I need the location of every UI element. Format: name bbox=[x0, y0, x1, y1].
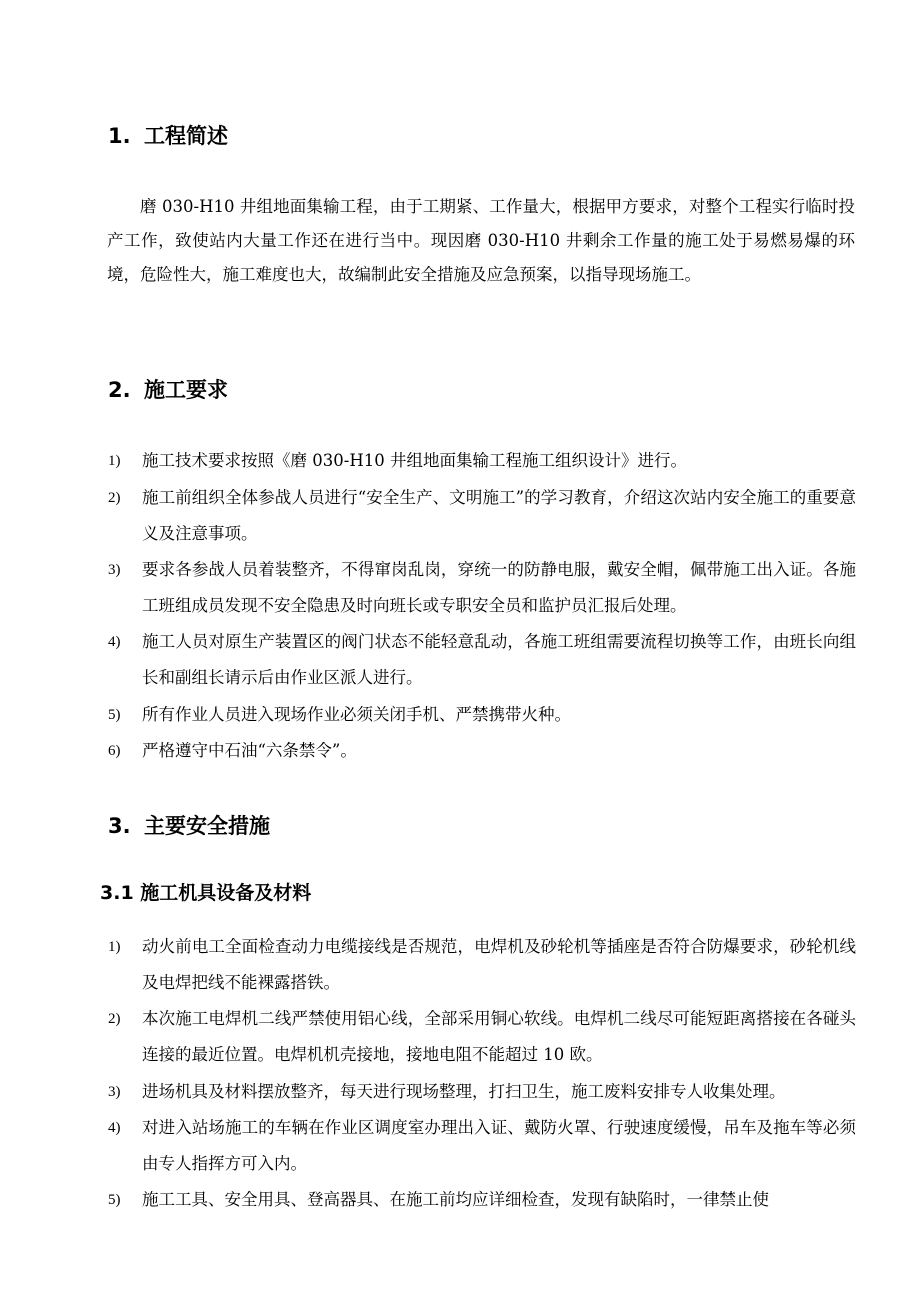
list-text: 动火前电工全面检查动力电缆接线是否规范，电焊机及砂轮机等插座是否符合防爆要求，砂轮机线及电焊把线不能裸露搭铁。 bbox=[142, 937, 856, 992]
list-item bbox=[108, 929, 856, 1001]
list-item bbox=[108, 480, 856, 552]
section-title: 主要安全措施 bbox=[144, 814, 270, 838]
section-title: 工程简述 bbox=[144, 124, 228, 148]
list-text: 要求各参战人员着装整齐，不得窜岗乱岗，穿统一的防静电服，戴安全帽，佩带施工出入证。各施工班组成员发现不安全隐患及时向班长或专职安全员和监护员汇报后处理。 bbox=[142, 560, 856, 615]
list-text: 严格遵守中石油“六条禁令”。 bbox=[142, 741, 357, 760]
section-number: 3. bbox=[108, 814, 131, 838]
list-item bbox=[108, 443, 856, 479]
list-item bbox=[108, 1001, 856, 1073]
list-number: 3) bbox=[108, 1084, 121, 1100]
list-text: 施工前组织全体参战人员进行“安全生产、文明施工”的学习教育，介绍这次站内安全施工的重要意义及注意事项。 bbox=[142, 488, 856, 543]
list-number: 4) bbox=[108, 634, 121, 650]
list-number: 6) bbox=[108, 743, 121, 759]
list-number: 5) bbox=[108, 1192, 121, 1208]
list-text: 所有作业人员进入现场作业必须关闭手机、严禁携带火种。 bbox=[142, 705, 571, 724]
section-1-heading bbox=[108, 120, 228, 150]
list-text: 进场机具及材料摆放整齐，每天进行现场整理，打扫卫生，施工废料安排专人收集处理。 bbox=[142, 1082, 786, 1101]
list-number: 2) bbox=[108, 1011, 121, 1027]
section-number: 1. bbox=[108, 124, 131, 148]
list-item bbox=[108, 552, 856, 624]
list-text: 施工技术要求按照《磨 030-H10 井组地面集输工程施工组织设计》进行。 bbox=[142, 451, 687, 470]
section-3-heading bbox=[108, 810, 270, 840]
section-number: 2. bbox=[108, 378, 131, 402]
list-text: 施工工具、安全用具、登高器具、在施工前均应详细检查，发现有缺陷时，一律禁止使 bbox=[142, 1190, 769, 1209]
list-item bbox=[108, 697, 856, 733]
section-2-heading bbox=[108, 374, 228, 404]
list-text: 对进入站场施工的车辆在作业区调度室办理出入证、戴防火罩、行驶速度缓慢，吊车及拖车等必须由专人指挥方可入内。 bbox=[142, 1118, 856, 1173]
list-text: 本次施工电焊机二线严禁使用铝心线，全部采用铜心软线。电焊机二线尽可能短距离搭接在各碰头连接的最近位置。电焊机机壳接地，接地电阻不能超过 10 欧。 bbox=[142, 1009, 856, 1064]
list-item bbox=[108, 1182, 856, 1218]
list-number: 3) bbox=[108, 562, 121, 578]
list-number: 1) bbox=[108, 939, 121, 955]
section-title: 施工要求 bbox=[144, 378, 228, 402]
list-item bbox=[108, 733, 856, 769]
list-item bbox=[108, 624, 856, 696]
list-number: 5) bbox=[108, 707, 121, 723]
list-number: 2) bbox=[108, 490, 121, 506]
list-text: 施工人员对原生产装置区的阀门状态不能轻意乱动，各施工班组需要流程切换等工作，由班长向组长和副组长请示后由作业区派人进行。 bbox=[142, 632, 856, 687]
list-number: 4) bbox=[108, 1120, 121, 1136]
list-item bbox=[108, 1074, 856, 1110]
subsection-3-1-heading: 3.1 施工机具设备及材料 bbox=[100, 882, 312, 904]
list-number: 1) bbox=[108, 453, 121, 469]
list-item bbox=[108, 1110, 856, 1182]
section-1-paragraph: 磨 030-H10 井组地面集输工程，由于工期紧、工作量大，根据甲方要求，对整个工程实行临时投产工作，致使站内大量工作还在进行当中。现因磨 030-H10 井剩余工作量的施工处于易燃易爆的环境，危险性大，施工难度也大，故编制此安全措施及应急预案，以指导现场施工。 bbox=[107, 197, 855, 284]
